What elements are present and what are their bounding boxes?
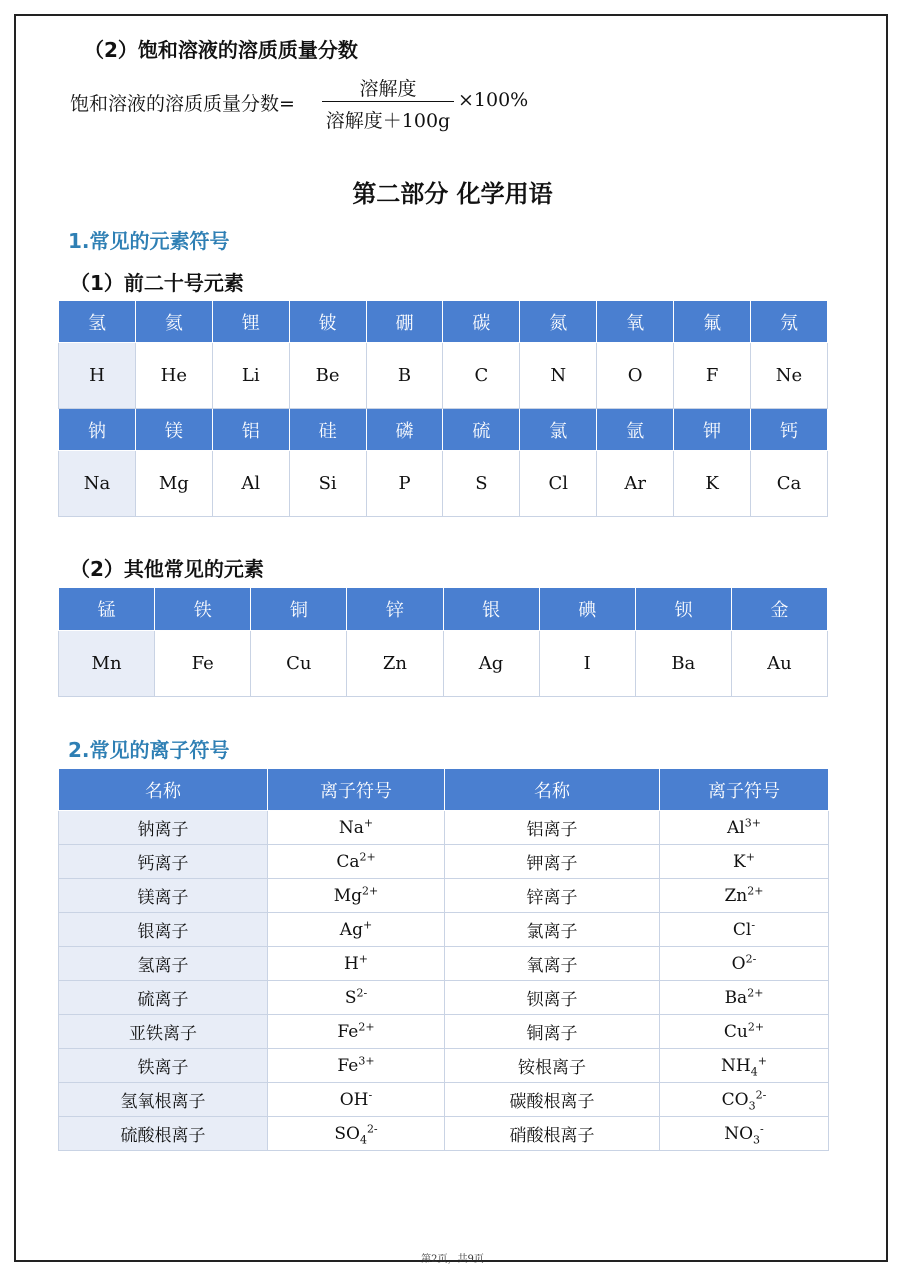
element-name-cell: 氧 <box>597 301 674 343</box>
ion-symbol <box>660 879 829 913</box>
ions-heading: 2.常见的离子符号 <box>68 738 230 762</box>
element-symbol-cell: Mn <box>59 631 155 697</box>
element-symbol-cell: Li <box>212 343 289 409</box>
ion-symbol-charge: 2+ <box>747 1019 765 1033</box>
ion-symbol-charge: 2- <box>755 1087 767 1101</box>
ion-row <box>59 845 829 879</box>
ion-name: 硝酸根离子 <box>445 1117 660 1151</box>
ion-symbol-subscript: 3 <box>748 1098 756 1112</box>
element-name-cell: 氖 <box>751 301 828 343</box>
ion-symbol <box>268 879 445 913</box>
fraction-bar <box>322 101 454 102</box>
element-name-cell: 钙 <box>751 409 828 451</box>
ion-row <box>59 913 829 947</box>
element-name-cell: 氮 <box>520 301 597 343</box>
formula-denominator: 溶解度＋100g <box>325 110 451 132</box>
elements-heading: 1.常见的元素符号 <box>68 229 230 253</box>
element-symbol-row <box>59 451 828 517</box>
ion-symbol <box>660 1117 829 1151</box>
page-footer: 第2页，共9页 <box>421 1254 484 1265</box>
ion-symbol <box>268 1015 445 1049</box>
ion-symbol <box>268 947 445 981</box>
ion-symbol-base: Ca <box>336 851 360 872</box>
ion-symbol-charge: 2- <box>356 985 368 999</box>
formula-multiplier: ×100% <box>458 89 529 111</box>
element-symbol-cell: Cl <box>520 451 597 517</box>
other-elements-heading: （2）其他常见的元素 <box>70 557 264 581</box>
ion-symbol-subscript: 4 <box>359 1132 367 1146</box>
ions-header-cell: 离子符号 <box>660 769 829 811</box>
element-symbol-cell: Zn <box>347 631 443 697</box>
ion-row <box>59 879 829 913</box>
ion-name: 锌离子 <box>445 879 660 913</box>
element-name-cell: 氯 <box>520 409 597 451</box>
ion-symbol-base: Cu <box>723 1021 748 1042</box>
ion-symbol <box>660 1015 829 1049</box>
element-symbol-cell: Na <box>59 451 136 517</box>
element-symbol-cell: H <box>59 343 136 409</box>
ions-header-cell: 名称 <box>59 769 268 811</box>
ion-symbol-base: Ag <box>339 919 363 940</box>
saturated-heading: （2）饱和溶液的溶质质量分数 <box>84 38 358 62</box>
ion-symbol-base: Na <box>338 817 364 838</box>
element-symbol-cell: Ar <box>597 451 674 517</box>
ion-name: 氢氧根离子 <box>59 1083 268 1117</box>
element-symbol-cell: C <box>443 343 520 409</box>
element-symbol-cell: I <box>539 631 635 697</box>
element-symbol-cell: B <box>366 343 443 409</box>
element-symbol-cell: Al <box>212 451 289 517</box>
element-name-row <box>59 409 828 451</box>
element-symbol-cell: O <box>597 343 674 409</box>
element-name-cell: 锂 <box>212 301 289 343</box>
ion-symbol-base: H <box>343 953 359 974</box>
element-name-row <box>59 301 828 343</box>
part-title: 第二部分 化学用语 <box>352 180 553 208</box>
element-name-cell: 金 <box>731 588 827 631</box>
ion-row <box>59 1015 829 1049</box>
element-symbol-cell: Si <box>289 451 366 517</box>
ion-name: 镁离子 <box>59 879 268 913</box>
formula-numerator: 溶解度 <box>359 78 417 100</box>
ions-header-cell: 离子符号 <box>268 769 445 811</box>
ion-symbol-charge: + <box>363 815 374 829</box>
ion-symbol-base: CO <box>721 1089 749 1110</box>
element-symbol-cell: Au <box>731 631 827 697</box>
ion-symbol-charge: - <box>751 917 756 931</box>
element-symbol-row <box>59 631 828 697</box>
ion-symbol <box>268 981 445 1015</box>
ion-symbol-base: K <box>733 851 746 872</box>
element-symbol-cell: Fe <box>155 631 251 697</box>
ion-name: 氯离子 <box>445 913 660 947</box>
element-symbol-cell: Ca <box>751 451 828 517</box>
ion-name: 铝离子 <box>445 811 660 845</box>
ions-header-cell: 名称 <box>445 769 660 811</box>
ion-symbol <box>660 811 829 845</box>
element-name-cell: 锌 <box>347 588 443 631</box>
ion-name: 氢离子 <box>59 947 268 981</box>
formula-left: 饱和溶液的溶质质量分数= <box>70 93 295 115</box>
ion-symbol-charge: 2+ <box>362 883 379 897</box>
element-name-cell: 硫 <box>443 409 520 451</box>
ion-symbol-base: S <box>344 987 357 1008</box>
element-symbol-cell: F <box>674 343 751 409</box>
element-name-cell: 磷 <box>366 409 443 451</box>
ion-symbol-subscript: 3 <box>753 1132 761 1146</box>
element-name-cell: 碘 <box>539 588 635 631</box>
element-name-cell: 铍 <box>289 301 366 343</box>
ion-symbol-base: O <box>731 953 746 974</box>
ion-symbol <box>268 913 445 947</box>
element-symbol-cell: Ag <box>443 631 539 697</box>
ion-symbol-base: Mg <box>333 885 363 906</box>
ion-symbol <box>660 845 829 879</box>
element-name-cell: 铝 <box>212 409 289 451</box>
ion-symbol-base: Fe <box>337 1055 359 1076</box>
ion-name: 钡离子 <box>445 981 660 1015</box>
element-symbol-row <box>59 343 828 409</box>
ion-symbol-charge: 2+ <box>358 1019 375 1033</box>
ion-symbol-base: NO <box>724 1123 754 1144</box>
element-name-cell: 镁 <box>135 409 212 451</box>
element-name-row <box>59 588 828 631</box>
ion-symbol-charge: + <box>757 1053 767 1067</box>
ion-name: 银离子 <box>59 913 268 947</box>
ion-symbol-base: Fe <box>337 1021 359 1042</box>
element-name-cell: 氦 <box>135 301 212 343</box>
first20-table <box>58 300 828 517</box>
ion-symbol <box>268 811 445 845</box>
ion-symbol-base: SO <box>334 1123 360 1144</box>
element-symbol-cell: He <box>135 343 212 409</box>
element-name-cell: 氩 <box>597 409 674 451</box>
first20-heading: （1）前二十号元素 <box>70 271 244 295</box>
ion-row <box>59 981 829 1015</box>
ion-name: 硫酸根离子 <box>59 1117 268 1151</box>
ion-row <box>59 1117 829 1151</box>
ion-symbol-base: Zn <box>724 885 748 906</box>
ion-symbol-base: OH <box>339 1089 369 1110</box>
element-symbol-cell: S <box>443 451 520 517</box>
ion-name: 氧离子 <box>445 947 660 981</box>
element-name-cell: 锰 <box>59 588 155 631</box>
other-elements-table <box>58 587 828 697</box>
ion-symbol-charge: 2+ <box>747 985 764 999</box>
ion-name: 铵根离子 <box>445 1049 660 1083</box>
ion-symbol-charge: + <box>745 849 755 863</box>
ion-name: 硫离子 <box>59 981 268 1015</box>
ion-symbol <box>268 1083 445 1117</box>
ion-symbol-charge: - <box>368 1087 373 1101</box>
ion-name: 碳酸根离子 <box>445 1083 660 1117</box>
element-name-cell: 钾 <box>674 409 751 451</box>
ion-symbol-subscript: 4 <box>750 1064 758 1078</box>
ion-symbol <box>268 1117 445 1151</box>
element-name-cell: 钠 <box>59 409 136 451</box>
element-name-cell: 硅 <box>289 409 366 451</box>
ion-symbol-base: Al <box>727 817 745 838</box>
ion-symbol-base: Cl <box>732 919 752 940</box>
ion-symbol <box>660 1049 829 1083</box>
element-name-cell: 铁 <box>155 588 251 631</box>
element-name-cell: 钡 <box>635 588 731 631</box>
ion-symbol <box>660 981 829 1015</box>
ion-symbol-charge: - <box>760 1121 764 1135</box>
ion-symbol-charge: 2+ <box>359 849 376 863</box>
element-name-cell: 氢 <box>59 301 136 343</box>
element-name-cell: 铜 <box>251 588 347 631</box>
ion-name: 钙离子 <box>59 845 268 879</box>
element-symbol-cell: N <box>520 343 597 409</box>
ion-symbol <box>268 1049 445 1083</box>
ion-symbol <box>660 1083 829 1117</box>
element-name-cell: 氟 <box>674 301 751 343</box>
ion-name: 钾离子 <box>445 845 660 879</box>
ion-symbol-charge: + <box>362 917 373 931</box>
ion-symbol-charge: 2- <box>745 951 757 965</box>
ion-row <box>59 1083 829 1117</box>
ion-symbol-base: NH <box>721 1055 751 1076</box>
element-symbol-cell: P <box>366 451 443 517</box>
ion-symbol-charge: 2- <box>366 1121 378 1135</box>
element-symbol-cell: Ne <box>751 343 828 409</box>
element-symbol-cell: Be <box>289 343 366 409</box>
ion-symbol <box>660 913 829 947</box>
ion-name: 铁离子 <box>59 1049 268 1083</box>
element-symbol-cell: Mg <box>135 451 212 517</box>
ion-symbol <box>660 947 829 981</box>
ions-header-row <box>59 769 829 811</box>
element-name-cell: 碳 <box>443 301 520 343</box>
ion-symbol-base: Ba <box>724 987 748 1008</box>
ion-symbol <box>268 845 445 879</box>
ion-symbol-charge: + <box>358 951 369 965</box>
ion-symbol-charge: 2+ <box>747 883 764 897</box>
ion-row <box>59 811 829 845</box>
ion-row <box>59 947 829 981</box>
element-name-cell: 硼 <box>366 301 443 343</box>
element-symbol-cell: K <box>674 451 751 517</box>
ion-name: 钠离子 <box>59 811 268 845</box>
ions-table <box>58 768 829 1151</box>
ion-row <box>59 1049 829 1083</box>
ion-symbol-charge: 3+ <box>744 815 761 829</box>
ion-name: 铜离子 <box>445 1015 660 1049</box>
element-symbol-cell: Ba <box>635 631 731 697</box>
element-symbol-cell: Cu <box>251 631 347 697</box>
ion-symbol-charge: 3+ <box>358 1053 375 1067</box>
ion-name: 亚铁离子 <box>59 1015 268 1049</box>
element-name-cell: 银 <box>443 588 539 631</box>
